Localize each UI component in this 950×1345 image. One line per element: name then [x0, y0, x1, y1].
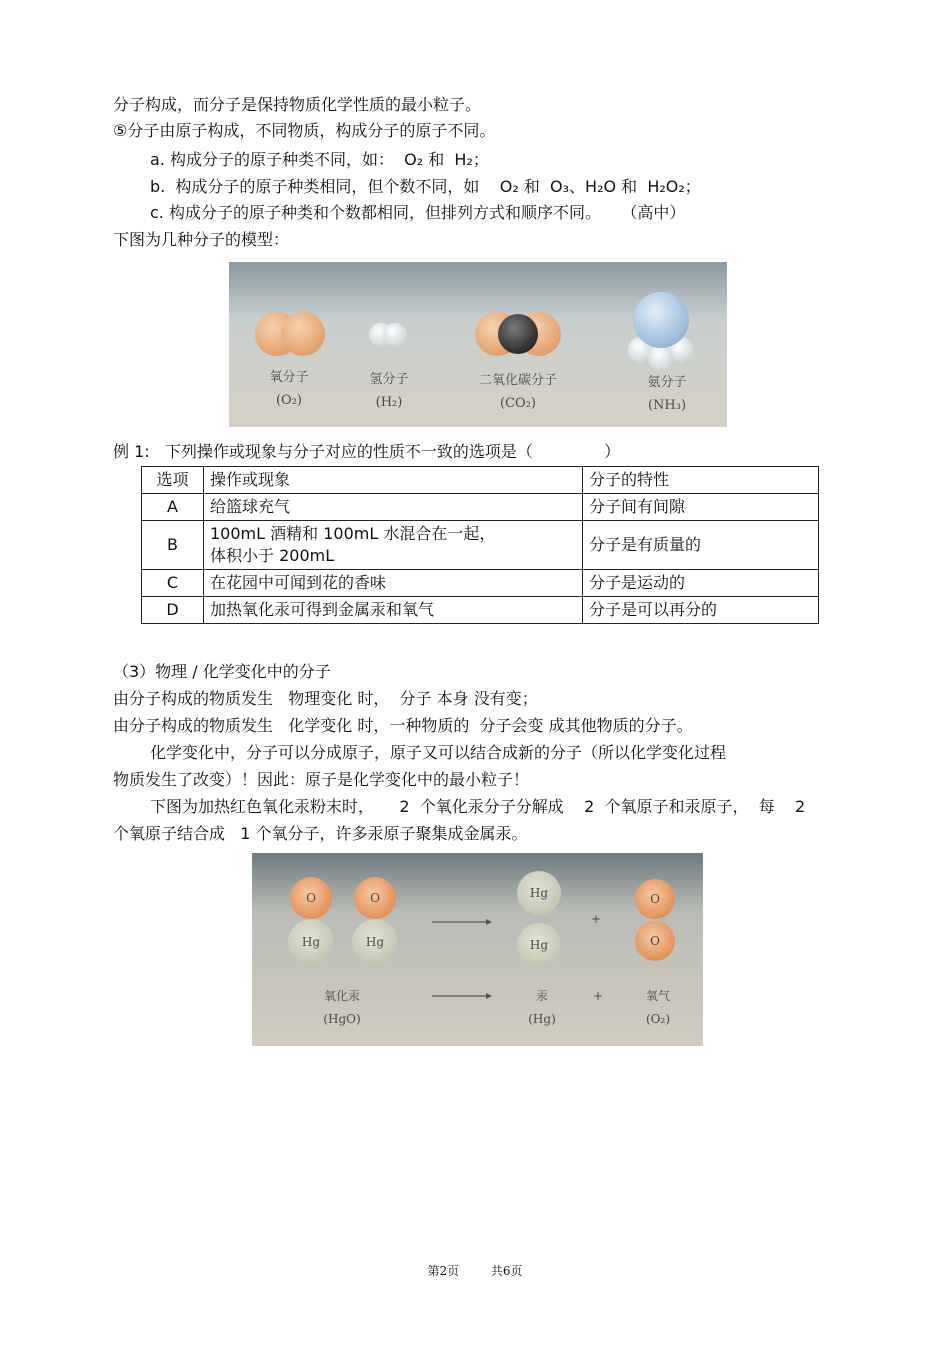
table-row	[142, 494, 819, 521]
property-cell: 分子是有质量的	[583, 521, 819, 570]
page-number: 第2页	[427, 1264, 460, 1278]
molecule-formula-label: (CO₂)	[500, 396, 536, 411]
product-name: 氧气	[645, 989, 671, 1003]
atom-label: Hg	[529, 938, 549, 952]
table-header-cell: 操作或现象	[204, 467, 583, 494]
properties-table	[141, 466, 819, 624]
property-cell: 分子间有间隙	[583, 494, 819, 521]
example-question: 例 1: 下列操作或现象与分子对应的性质不一致的选项是（ ）	[113, 442, 621, 461]
atom-label: O	[650, 892, 660, 906]
table-row	[142, 597, 819, 624]
property-cell: 分子是可以再分的	[583, 597, 819, 624]
molecule-models-figure	[229, 262, 727, 427]
phenomenon-cell: 加热氧化汞可得到金属汞和氧气	[204, 597, 583, 624]
text-line: 化学变化中，分子可以分成原子，原子又可以结合成新的分子（所以化学变化过程	[150, 743, 727, 762]
text-line: b. 构成分子的原子种类相同，但个数不同，如 O₂ 和 O₃、H₂O 和 H₂O₂；	[150, 177, 701, 196]
atom-label: O	[306, 891, 316, 905]
molecule-formula-label: (H₂)	[375, 395, 403, 410]
hydrogen-molecule-model	[369, 323, 407, 347]
table-row	[142, 521, 819, 570]
section-title: （3）物理 / 化学变化中的分子	[113, 662, 331, 681]
molecule-name-label: 氧分子	[269, 370, 309, 385]
atom-label: O	[370, 891, 380, 905]
phenomenon-cell: 给篮球充气	[204, 494, 583, 521]
phenomenon-cell: 在花园中可闻到花的香味	[204, 570, 583, 597]
page-footer	[0, 1262, 950, 1279]
carbon-dioxide-molecule-model	[475, 312, 561, 356]
text-line: c. 构成分子的原子种类和个数都相同，但排列方式和顺序不同。 （高中）	[150, 203, 686, 222]
atom-label: Hg	[529, 886, 549, 900]
option-cell: B	[142, 521, 204, 570]
table-header-cell: 选项	[142, 467, 204, 494]
table-header-row	[142, 467, 819, 494]
text-line: 物质发生了改变）！因此：原子是化学变化中的最小粒子！	[113, 770, 530, 789]
text-line: a. 构成分子的原子种类不同，如： O₂ 和 H₂；	[150, 150, 489, 169]
atom-label: Hg	[301, 935, 321, 949]
text-line: 由分子构成的物质发生 化学变化 时，一种物质的 分子会变 成其他物质的分子。	[113, 716, 693, 735]
atom-label: Hg	[365, 935, 385, 949]
property-cell: 分子是运动的	[583, 570, 819, 597]
text-line: 下图为几种分子的模型：	[113, 230, 290, 249]
plus-sign: +	[590, 912, 602, 926]
text-line: ⑤分子由原子构成，不同物质，构成分子的原子不同。	[113, 121, 496, 140]
reactant-formula: (HgO)	[323, 1012, 361, 1026]
text-line: 分子构成，而分子是保持物质化学性质的最小粒子。	[113, 95, 482, 114]
phenomenon-cell: 100mL 酒精和 100mL 水混合在一起， 体积小于 200mL	[204, 521, 583, 570]
option-cell: D	[142, 597, 204, 624]
reactant-name: 氧化汞	[323, 989, 361, 1003]
product-name: 汞	[535, 989, 549, 1003]
text-line: 下图为加热红色氧化汞粉末时， 2 个氧化汞分子分解成 2 个氧原子和汞原子， 每 2	[150, 797, 806, 816]
table-header-cell: 分子的特性	[583, 467, 819, 494]
mercury-oxide-decomposition-figure	[252, 853, 703, 1046]
oxygen-molecule-model	[255, 312, 325, 356]
plus-sign: +	[592, 989, 604, 1003]
molecule-name-label: 氢分子	[369, 372, 409, 387]
molecule-name-label: 氨分子	[647, 375, 687, 390]
molecule-name-label: 二氧化碳分子	[478, 373, 558, 388]
option-cell: A	[142, 494, 204, 521]
text-line: 个氧原子结合成 1 个氧分子，许多汞原子聚集成金属汞。	[113, 824, 528, 843]
text-line: 由分子构成的物质发生 物理变化 时， 分子 本身 没有变；	[113, 689, 538, 708]
total-pages: 共6页	[490, 1264, 523, 1278]
molecule-formula-label: (O₂)	[275, 393, 303, 408]
product-formula: (O₂)	[645, 1012, 671, 1026]
atom-label: O	[650, 934, 660, 948]
table-row	[142, 570, 819, 597]
product-formula: (Hg)	[528, 1012, 556, 1026]
option-cell: C	[142, 570, 204, 597]
molecule-formula-label: (NH₃)	[647, 398, 687, 413]
